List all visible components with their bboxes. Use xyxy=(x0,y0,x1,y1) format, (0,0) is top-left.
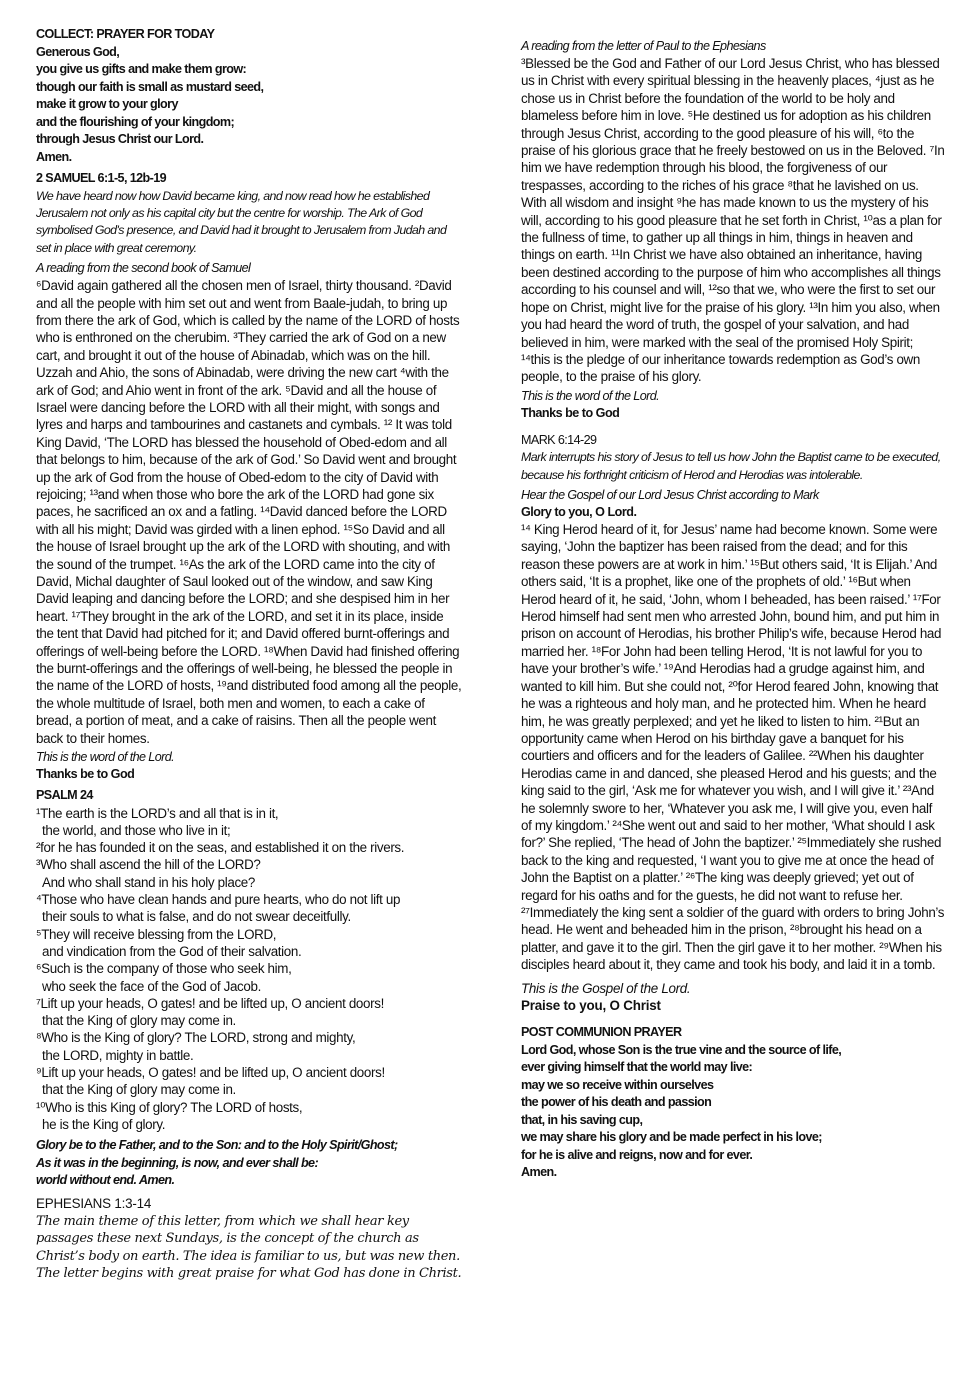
psalm-line: that the King of glory may come in. xyxy=(42,1013,236,1029)
psalm-line: ⁶Such is the company of those who seek him, xyxy=(36,961,292,977)
mark-heading: MARK 6:14-29 xyxy=(521,432,597,447)
mark-reading-label: Hear the Gospel of our Lord Jesus Christ according to Mark xyxy=(521,488,819,503)
psalm-line: ⁹Lift up your heads, O gates! and be lifted up, O ancient doors! xyxy=(36,1065,385,1081)
samuel-text: ⁶David again gathered all the chosen men of Israel, thirty thousand. ²David and all the people with him set out and went from Baale-judah, to bring up from there the ark of God, which is called by the name of the LORD of hosts who is enthroned on the cherubim. ³They carried the ark of God on a new cart, and brought it out of the house of Abinadab, which was on the hill. Uzzah and Ahio, the sons of Abinadab, were driving the new cart ⁴with the ark of God; and Ahio went in front of the ark. ⁵David and all the house of Israel were dancing before the LORD with all their might, with songs and lyres and harps and tambourines and castanets and cymbals. ¹² It was told King David, ‘The LORD has blessed the household of Obed-edom and all that belongs to him, because of the ark of God.’ So David went and brought up the ark of God from the house of Obed-edom to the city of David with rejoicing; ¹³and when those who bore the ark of the LORD had gone six paces, he sacrificed an ox and a fatling. ¹⁴David danced before the LORD with all his might; David was girded with a linen ephod. ¹⁵So David and all the house of Israel brought up the ark of the LORD with shouting, and with the sound of the trumpet. ¹⁶As the ark of the LORD came into the city of David, Michal daughter of Saul looked out of the window, and saw King David leaping and dancing before the LORD; and she despised him in her heart. ¹⁷They brought in the ark of the LORD, and set it in its place, inside the tent that David had pitched for it; and David offered burnt-offerings and offerings of well-being before the LORD. ¹⁸When David had finished offering the burnt-offerings and the offerings of well-being, he blessed the people in the name of the LORD of hosts, ¹⁹and distributed food among all the people, the whole multitude of Israel, both men and women, to each a cake of bread, a portion of meat, and a cake of raisins. Then all the people went back to their homes. xyxy=(36,278,462,746)
collect-heading: COLLECT: PRAYER FOR TODAY xyxy=(36,27,215,41)
ephesians-text: ³Blessed be the God and Father of our Lord Jesus Christ, who has blessed us in Christ with every spiritual blessing in the heavenly places, ⁴just as he chose us in Christ before the foundation of the world to be holy and blameless before him in love. ⁵He destined us for adoption as his children through Jesus Christ, according to the good pleasure of his will, ⁶to the praise of his glorious grace that he freely bestowed on us in the Beloved. ⁷In him we have redemption through his blood, the forgiveness of our trespasses, according to the riches of his grace ⁸that he lavished on us. With all wisdom and insight ⁹he has made known to us the mystery of his will, according to his good pleasure that he set forth in Christ, ¹⁰as a plan for the fullness of time, to gather up all things in him, things in heaven and things on earth. ¹¹In Christ we have also obtained an inheritance, having been destined according to the purpose of him who accomplishes all things according to his counsel and will, ¹²so that we, who were the first to set our hope on Christ, might live for the praise of his glory. ¹³In him you also, when you had heard the word of truth, the gospel of your salvation, and had believed in him, were marked with the seal of the promised Holy Spirit; ¹⁴this is the pledge of our inheritance towards redemption as God’s own people, to the praise of his glory. xyxy=(521,56,945,385)
collect-line: you give us gifts and make them grow: xyxy=(36,62,247,76)
post-communion-line: Amen. xyxy=(521,1165,557,1180)
psalm-line: who seek the face of the God of Jacob. xyxy=(42,978,261,994)
gloria-line: As it was in the beginning, is now, and ever shall be: xyxy=(36,1155,319,1170)
ephesians-heading: EPHESIANS 1:3-14 xyxy=(36,1196,152,1212)
collect-line: through Jesus Christ our Lord. xyxy=(36,132,204,146)
psalm-line: that the King of glory may come in. xyxy=(42,1082,236,1098)
samuel-intro: We have heard now how David became king, and now read how he established Jerusalem not only as his capital city but the centre for worship. The Ark of God symbolised God's presence, and David had it brought to Jerusalem from Judah and set in place with great ceremony. xyxy=(36,188,447,255)
psalm-line: ²for he has founded it on the seas, and established it on the rivers. xyxy=(36,840,405,856)
post-communion-line: the power of his death and passion xyxy=(521,1095,712,1110)
mark-intro: Mark interrupts his story of Jesus to tell us how John the Baptist came to be executed, because his forthright criticism of Herod and Herodias was intolerable. xyxy=(521,450,941,482)
left-column xyxy=(36,26,462,1282)
psalm-line: ⁸Who is the King of glory? The LORD, strong and mighty, xyxy=(36,1030,356,1046)
psalm-line: And who shall stand in his holy place? xyxy=(42,874,255,890)
psalm-line: the world, and those who live in it; xyxy=(42,822,231,838)
collect-line: make it grow to your glory xyxy=(36,97,178,111)
collect-line: and the flourishing of your kingdom; xyxy=(36,114,235,129)
psalm-text xyxy=(36,805,462,1134)
collect-line: Amen. xyxy=(36,149,72,164)
collect-line: though our faith is small as mustard seed, xyxy=(36,79,264,94)
collect-line: Generous God, xyxy=(36,44,120,59)
gloria-patri xyxy=(36,1137,462,1189)
psalm-line: ⁵They will receive blessing from the LORD, xyxy=(36,926,277,942)
psalm-line: ¹⁰Who is this King of glory? The LORD of hosts, xyxy=(36,1099,303,1115)
psalm-line: ³Who shall ascend the hill of the LORD? xyxy=(36,857,261,873)
samuel-section xyxy=(36,170,462,783)
post-communion-line: Lord God, whose Son is the true vine and the source of life, xyxy=(521,1042,842,1057)
ephesians-section xyxy=(521,38,945,422)
post-communion-line: may we so receive within ourselves xyxy=(521,1077,714,1092)
post-communion-line: that, in his saving cup, xyxy=(521,1112,643,1127)
collect-prayer xyxy=(36,44,462,167)
ephesians-intro: The main theme of this letter, from which we shall hear key passages these next Sundays, is the concept of the church as Christ’s body on earth. The idea is familiar to us, but was new then. The letter begins with great praise for what God has done in Christ. xyxy=(36,1213,462,1281)
post-communion-line: ever giving himself that the world may live: xyxy=(521,1060,753,1075)
gloria-line: Glory be to the Father, and to the Son: and to the Holy Spirit/Ghost; xyxy=(36,1138,398,1153)
psalm-line: he is the King of glory. xyxy=(42,1116,166,1132)
post-communion-line: we may share his glory and be made perfect in his love; xyxy=(521,1130,822,1145)
samuel-heading: 2 SAMUEL 6:1-5, 12b-19 xyxy=(36,171,167,185)
post-communion-line: for he is alive and reigns, now and for ever. xyxy=(521,1147,753,1162)
ephesians-reading-label: A reading from the letter of Paul to the Ephesians xyxy=(521,39,766,53)
post-communion-prayer xyxy=(521,1042,945,1182)
samuel-reading-label: A reading from the second book of Samuel xyxy=(36,261,251,276)
ephesians-response: Thanks be to God xyxy=(521,405,620,420)
mark-text: ¹⁴ King Herod heard of it, for Jesus’ name had become known. Some were saying, ‘John the baptizer has been raised from the dead; and for this reason these powers are at work in him.’ ¹⁵But others said, ‘It is Elijah.’ And others said, ‘It is a prophet, like one of the prophets of old.’ ¹⁶But when Herod heard of it, he said, ‘John, whom I beheaded, has been raised.’ ¹⁷For Herod himself had sent men who arrested John, bound him, and put him in prison on account of Herodias, his brother Philip’s wife, because Herod had married her. ¹⁸For John had been telling Herod, ‘It is not lawful for you to have your brother’s wife.’ ¹⁹And Herodias had a grudge against him, and wanted to kill him. But she could not, ²⁰for Herod feared John, knowing that he was a righteous and holy man, and he protected him. When he heard him, he was greatly perplexed; and yet he liked to listen to him. ²¹But an opportunity came when Herod on his birthday gave a banquet for his courtiers and officers and for the leaders of Galilee. ²²When his daughter Herodias came in and danced, she pleased Herod and his guests; and the king said to the girl, ‘Ask me for whatever you wish, and I will give it.’ ²³And he solemnly swore to her, ‘Whatever you ask me, I will give you, even half of my kingdom.’ ²⁴She went out and said to her mother, ‘What should I ask for?’ She replied, ‘The head of John the baptizer.’ ²⁵Immediately she rushed back to the king and requested, ‘I want you to give me at once the head of John the Baptist on a platter.’ ²⁶The king was deeply grieved; yet out of regard for his oaths and for the guests, he did not want to refuse her. ²⁷Immediately the king sent a soldier of the guard with orders to bring John’s head. He went and beheaded him in the prison, ²⁸brought his head on a platter, and gave it to the girl. Then the girl gave it to her mother. ²⁹When his disciples heard about it, they came and took his body, and laid it in a tomb. xyxy=(521,522,945,973)
mark-section xyxy=(521,432,945,1015)
post-communion-section xyxy=(521,1024,945,1182)
mark-before-response: Glory to you, O Lord. xyxy=(521,505,637,520)
collect-section xyxy=(36,26,462,166)
psalm-line: ⁴Those who have clean hands and pure hearts, who do not lift up xyxy=(36,892,401,908)
mark-response: Praise to you, O Christ xyxy=(521,998,661,1013)
right-column xyxy=(521,38,945,1182)
psalm-heading: PSALM 24 xyxy=(36,788,93,803)
gloria-line: world without end. Amen. xyxy=(36,1173,175,1188)
ephesians-intro-section xyxy=(36,1195,462,1282)
mark-after: This is the Gospel of the Lord. xyxy=(521,980,691,996)
samuel-response: Thanks be to God xyxy=(36,767,135,782)
psalm-line: ¹The earth is the LORD’s and all that is in it, xyxy=(36,805,279,821)
psalm-line: their souls to what is false, and do not swear deceitfully. xyxy=(42,909,351,925)
psalm-section xyxy=(36,787,462,1189)
samuel-after: This is the word of the Lord. xyxy=(36,750,174,765)
psalm-line: and vindication from the God of their salvation. xyxy=(42,943,302,959)
ephesians-after: This is the word of the Lord. xyxy=(521,388,659,403)
post-communion-heading: POST COMMUNION PRAYER xyxy=(521,1025,682,1040)
psalm-line: ⁷Lift up your heads, O gates! and be lifted up, O ancient doors! xyxy=(36,995,384,1011)
psalm-line: the LORD, mighty in battle. xyxy=(42,1047,194,1063)
